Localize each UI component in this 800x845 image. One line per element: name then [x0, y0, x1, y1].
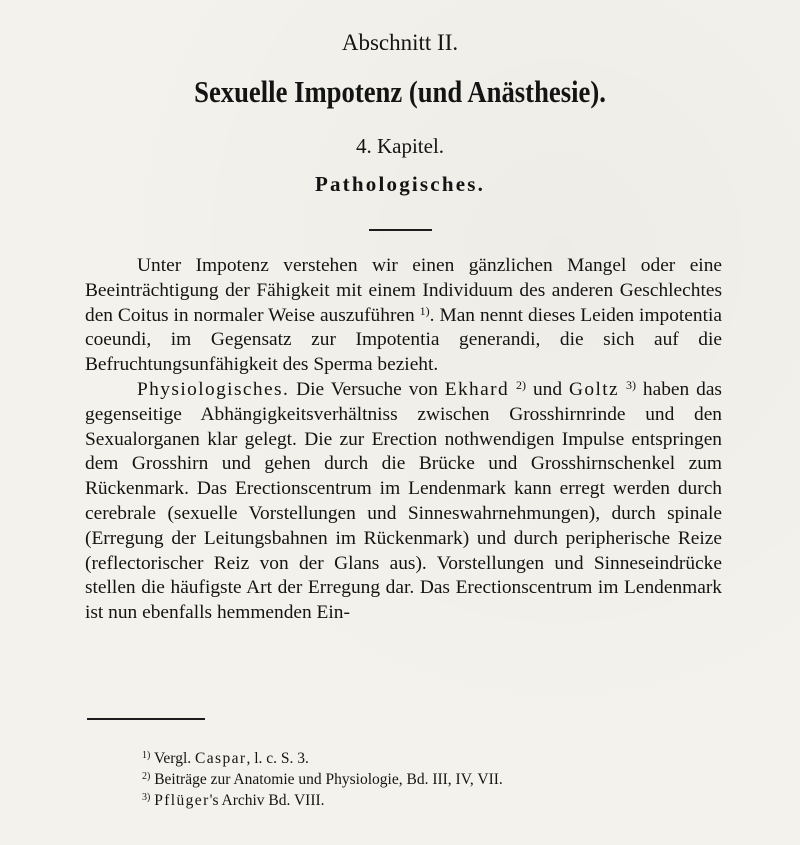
author-name: Caspar: [195, 750, 247, 767]
author-name: Ekhard: [444, 378, 510, 400]
footnote-text: Vergl.: [153, 750, 195, 767]
paragraph-text: haben das gegenseitige Abhängigkeitsverhältniss zwischen Grosshirnrinde und den Sexualorganen klar gelegt. Die zur Erection nothwendigen Impulse entspringen dem Grosshirn und gehen durch die Brücke und Grosshirnschenkel zum Rückenmark. Das Erectionscentrum im Lendenmark kann erregt werden durch cerebrale (sexuelle Vorstellungen und Sinneswahrnehmungen), durch spinale (Erregung der Leitungsbahnen im Rückenmark) und durch peripherische Reize (reflectorischer Reiz von der Glans aus). Vorstellungen und Sinneseindrücke stellen die häufigste Art der Erregung dar. Das Erectionscentrum im Lendenmark ist nun ebenfalls hemmenden Ein-: [85, 378, 722, 624]
chapter-number: 4. Kapitel.: [355, 134, 445, 158]
paragraph-text: Die Versuche von: [289, 378, 445, 400]
footnote-reference: 1): [419, 303, 430, 318]
footnote-text: Beiträge zur Anatomie und Physiologie, Bd. III, IV, VII.: [154, 771, 503, 788]
title-divider: [369, 229, 432, 231]
footnotes: [142, 748, 702, 811]
author-name: Goltz: [568, 378, 620, 400]
paragraph-definition: [85, 254, 722, 378]
footnote-divider: [87, 718, 205, 720]
footnote-2: [142, 769, 702, 790]
footnote-3: [142, 790, 702, 811]
chapter-subtitle: Pathologisches.: [314, 172, 486, 196]
footnote-1: [142, 748, 702, 769]
footnote-mark: 3): [142, 792, 151, 803]
footnote-text: 's Archiv Bd. VIII.: [209, 792, 325, 809]
footnote-mark: 1): [142, 750, 151, 761]
paragraph-text: . Man nennt dieses Leiden impotentia coeundi, im Gegensatz zur Impotentia generandi, die sich auf die Befruchtungsunfähigkeit des Sperma bezieht.: [85, 304, 722, 376]
paragraph-text: Unter Impotenz verstehen wir einen gänzlichen Mangel oder eine Beeinträchtigung der Fähigkeit mit einem Individuum des anderen Geschlechtes den Coitus in normaler Weise auszuführen: [85, 255, 722, 326]
author-name: Pflüger: [154, 792, 210, 809]
chapter-title: Sexuelle Impotenz (und Anästhesie).: [194, 74, 606, 109]
paragraph-physiology: [85, 378, 722, 626]
run-in-heading: Physiologisches.: [137, 378, 290, 400]
footnote-reference: 3): [625, 377, 636, 392]
footnote-reference: 2): [516, 377, 527, 392]
footnote-mark: 2): [142, 771, 151, 782]
section-label: Abschnitt II.: [341, 30, 459, 55]
paragraph-text: und: [526, 378, 569, 400]
footnote-text: , l. c. S. 3.: [246, 750, 309, 767]
body-text: [85, 254, 722, 626]
